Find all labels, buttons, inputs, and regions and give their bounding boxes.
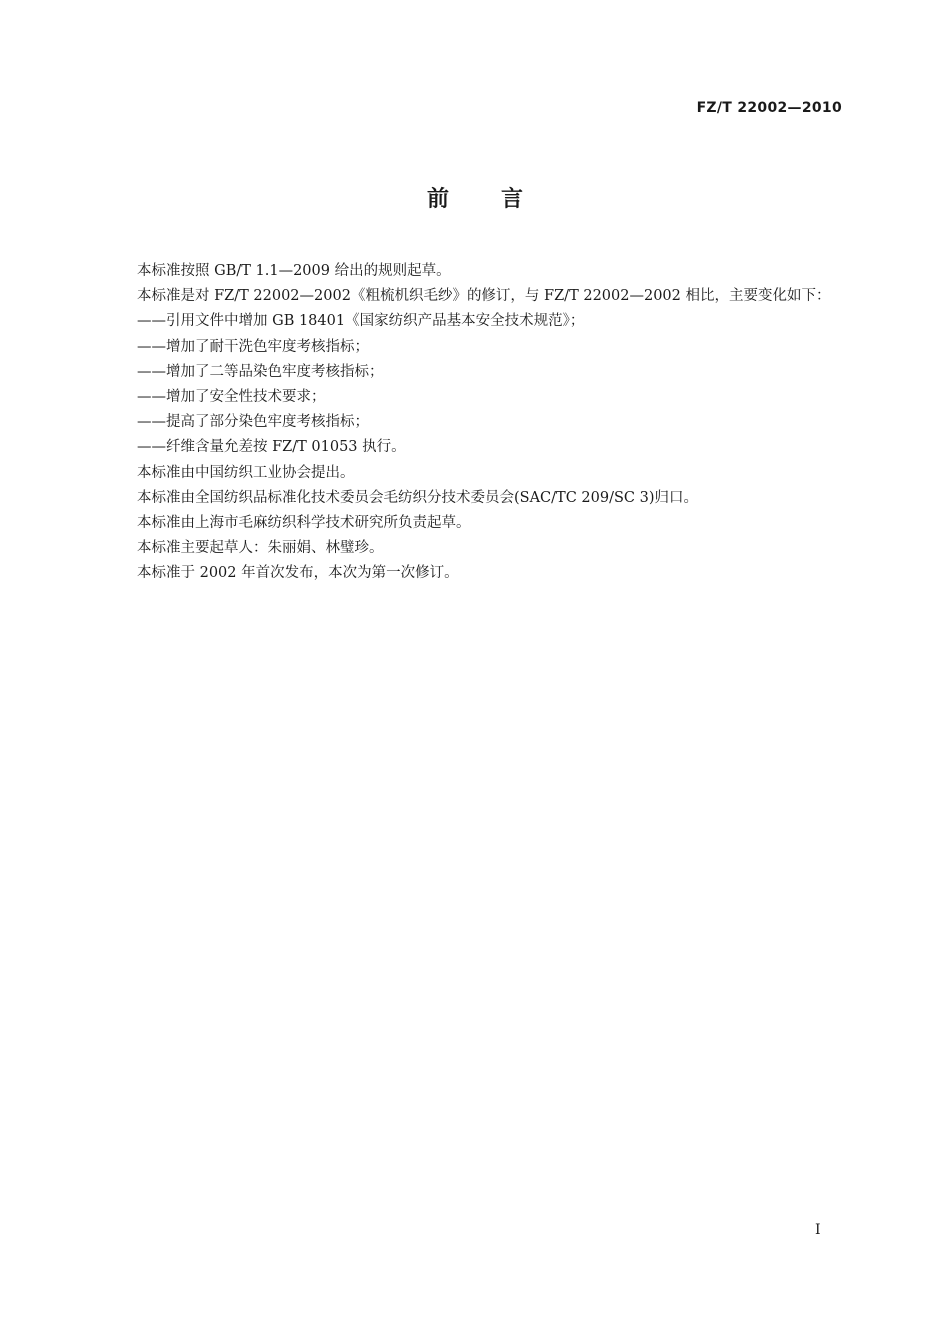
paragraph-drafters: 本标准主要起草人：朱丽娟、林璧珍。 bbox=[137, 540, 384, 557]
page-number: I bbox=[815, 1222, 821, 1238]
paragraph-history: 本标准于 2002 年首次发布，本次为第一次修订。 bbox=[137, 565, 459, 582]
document-body bbox=[108, 259, 844, 587]
list-item: ——增加了耐干洗色牢度考核指标； bbox=[137, 338, 369, 355]
list-item: ——增加了安全性技术要求； bbox=[137, 389, 326, 406]
list-item: ——引用文件中增加 GB 18401《国家纺织产品基本安全技术规范》； bbox=[137, 313, 585, 330]
paragraph-committee: 本标准由全国纺织品标准化技术委员会毛纺织分技术委员会(SAC/TC 209/SC 3)归口。 bbox=[137, 489, 698, 506]
paragraph-drafting-org: 本标准由上海市毛麻纺织科学技术研究所负责起草。 bbox=[137, 515, 471, 532]
paragraph-revision: 本标准是对 FZ/T 22002—2002《粗梳机织毛纱》的修订，与 FZ/T 22002—2002 相比，主要变化如下： bbox=[137, 288, 831, 305]
list-item: ——纤维含量允差按 FZ/T 01053 执行。 bbox=[137, 439, 406, 456]
standard-code: FZ/T 22002—2010 bbox=[696, 100, 842, 116]
list-item: ——增加了二等品染色牢度考核指标； bbox=[137, 363, 384, 380]
paragraph-drafting-rules: 本标准按照 GB/T 1.1—2009 给出的规则起草。 bbox=[137, 263, 451, 279]
list-item: ——提高了部分染色牢度考核指标； bbox=[137, 414, 369, 431]
paragraph-proposer: 本标准由中国纺织工业协会提出。 bbox=[137, 464, 355, 481]
page-title: 前言 bbox=[426, 187, 575, 212]
